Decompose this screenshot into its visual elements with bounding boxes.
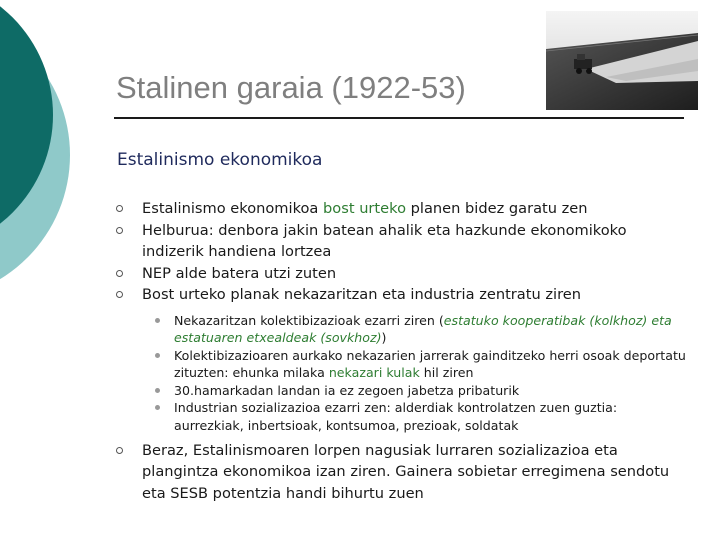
bullet-item	[116, 284, 686, 306]
filled-bullet-icon	[155, 388, 160, 393]
bullet-highlight: bost urteko	[323, 200, 406, 217]
sub-bullet-text: Kolektibizazioaren aurkako nekazarien jarrerak gainditzeko herri osoak deportatu zituzten: ehunka milaka	[174, 347, 686, 381]
sub-bullet-item	[116, 399, 686, 434]
page-title: Stalinen garaia (1922-53)	[116, 70, 466, 105]
filled-bullet-icon	[155, 405, 160, 410]
sub-bullet-text: Industrian sozializazioa ezarri zen: alderdiak kontrolatzen zuen guztia: aurrezkiak, inbertsioak, kontsumoa, prezioak, soldatak	[174, 400, 618, 434]
decorative-circles	[0, 0, 90, 290]
hollow-bullet-icon	[116, 447, 123, 454]
sub-bullet-item	[116, 312, 686, 347]
bullet-text: Bost urteko planak nekazaritzan eta industria zentratu ziren	[142, 286, 581, 303]
bullet-text: NEP alde batera utzi zuten	[142, 264, 337, 282]
sub-bullet-highlight: estatuko kooperatibak (kolkhoz) eta estatuaren etxealdeak (sovkhoz)	[174, 312, 672, 346]
bullet-item	[116, 198, 686, 220]
bullet-text: planen bidez garatu zen	[406, 200, 588, 217]
title-underline	[114, 117, 684, 119]
bullet-text: Estalinismo ekonomikoa	[142, 200, 324, 217]
hollow-bullet-icon	[116, 205, 123, 212]
bullet-list	[116, 198, 686, 504]
bullet-item	[116, 263, 686, 285]
filled-bullet-icon	[155, 318, 160, 323]
conclusion-text: Beraz, Estalinismoaren lorpen nagusiak lurraren sozializazioa eta plangintza ekonomikoa izan ziren. Gainera sobietar erregimena sendotu eta SESB potentzia handi bihurtu zuen	[142, 441, 670, 502]
hollow-bullet-icon	[116, 227, 123, 234]
bullet-item	[116, 220, 686, 263]
sub-bullet-text: Nekazaritzan kolektibizazioak ezarri ziren (	[174, 312, 444, 328]
sub-bullet-text: 30.hamarkadan landan ia ez zegoen jabetza pribaturik	[174, 382, 520, 398]
sub-bullet-item	[116, 382, 686, 400]
hollow-bullet-icon	[116, 270, 123, 277]
harvest-field-photo	[546, 11, 698, 110]
hollow-bullet-icon	[116, 291, 123, 298]
sub-bullet-item	[116, 347, 686, 382]
sub-bullet-text: )	[381, 330, 387, 346]
filled-bullet-icon	[155, 353, 160, 358]
bullet-text: Helburua: denbora jakin batean ahalik eta hazkunde ekonomikoko indizerik handiena lortzea	[142, 221, 627, 260]
sub-bullet-highlight: nekazari kulak	[328, 365, 420, 381]
slide-subtitle: Estalinismo ekonomikoa	[117, 150, 323, 170]
bullet-item	[116, 440, 686, 505]
sub-bullet-text: hil ziren	[419, 365, 474, 381]
